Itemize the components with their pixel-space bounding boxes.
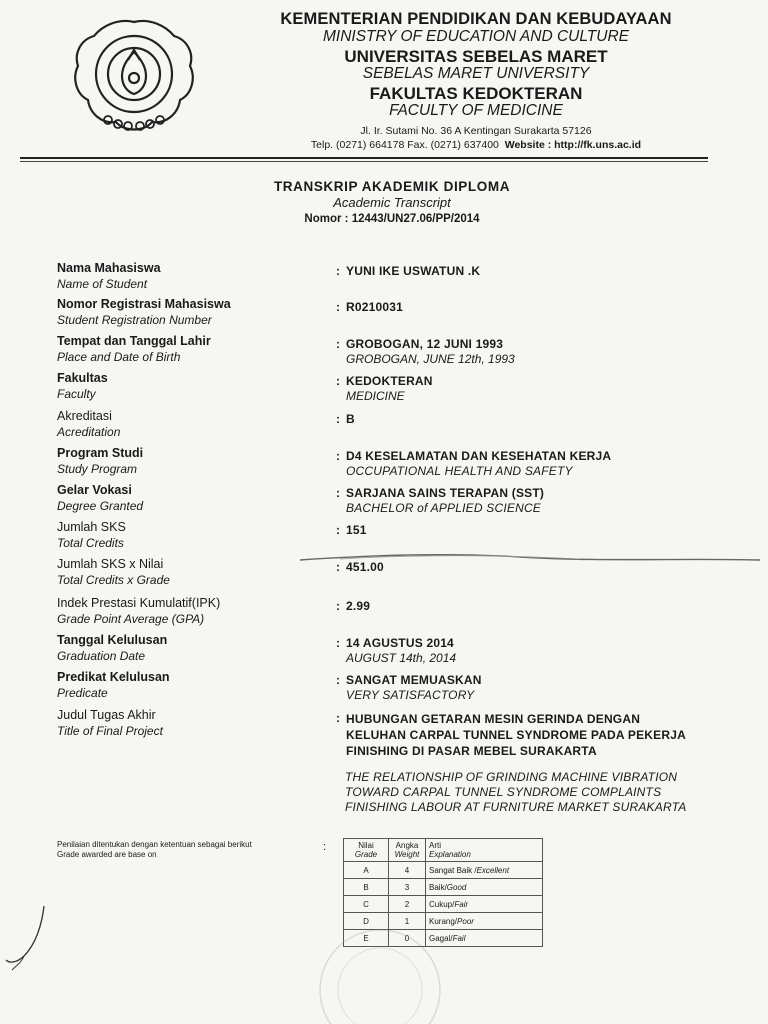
university-logo-icon xyxy=(70,16,198,136)
field-value: D4 KESELAMATAN DAN KESEHATAN KERJA xyxy=(346,449,612,463)
title-main: TRANSKRIP AKADEMIK DIPLOMA xyxy=(273,179,511,194)
header-divider xyxy=(20,157,708,159)
faculty-name-en: FACULTY OF MEDICINE xyxy=(389,102,563,119)
field-value-en: BACHELOR of APPLIED SCIENCE xyxy=(346,501,542,515)
field-value: SARJANA SAINS TERAPAN (SST) xyxy=(346,486,545,500)
university-name: UNIVERSITAS SEBELAS MARET xyxy=(344,47,608,66)
header-weight: Angka Weight xyxy=(389,839,426,862)
field-value: B xyxy=(346,412,355,426)
field-value: 151 xyxy=(346,523,367,537)
field-value: R0210031 xyxy=(346,300,403,314)
grading-note-en: Grade awarded are base on xyxy=(57,850,157,859)
grade-cell: E xyxy=(344,930,389,947)
letterhead xyxy=(236,10,716,152)
ministry-name-en: MINISTRY OF EDUCATION AND CULTURE xyxy=(322,28,629,45)
field-label-en: Student Registration Number xyxy=(57,313,212,327)
document-title xyxy=(0,178,768,227)
field-value-en: MEDICINE xyxy=(346,389,405,403)
field-value-en: GROBOGAN, JUNE 12th, 1993 xyxy=(346,352,515,366)
contact-line xyxy=(236,138,716,152)
field-label-en: Acreditation xyxy=(57,425,121,439)
grade-cell: D xyxy=(344,913,389,930)
header-grade: Nilai Grade xyxy=(344,839,389,862)
ministry-name: KEMENTERIAN PENDIDIKAN DAN KEBUDAYAAN xyxy=(280,10,672,28)
field-value-en: OCCUPATIONAL HEALTH AND SAFETY xyxy=(346,464,573,478)
field-label: Program Studi xyxy=(57,446,144,460)
field-label: Tanggal Kelulusan xyxy=(57,633,168,647)
field-value-en: AUGUST 14th, 2014 xyxy=(346,651,457,665)
grade-cell: A xyxy=(344,862,389,879)
table-row xyxy=(344,879,543,896)
field-label: Fakultas xyxy=(57,371,108,385)
field-label: Gelar Vokasi xyxy=(57,483,132,497)
address: Jl. Ir. Sutami No. 36 A Kentingan Surakarta 57126 xyxy=(360,125,592,137)
university-name-en: SEBELAS MARET UNIVERSITY xyxy=(362,65,590,82)
final-project-title-en: THE RELATIONSHIP OF GRINDING MACHINE VIBRATION TOWARD CARPAL TUNNEL SYNDROME COMPLAINTS FINISHING LABOUR AT FURNITURE MARKET SURAKARTA xyxy=(345,770,687,814)
explanation-cell: Cukup/Fair xyxy=(426,896,543,913)
signature-mark-icon xyxy=(2,904,62,974)
field-label: Nomor Registrasi Mahasiswa xyxy=(57,297,231,311)
field-label-en: Degree Granted xyxy=(57,499,144,513)
field-label: Jumlah SKS xyxy=(57,520,126,534)
field-label: Predikat Kelulusan xyxy=(57,670,170,684)
weight-cell: 4 xyxy=(389,862,426,879)
field-value: 14 AGUSTUS 2014 xyxy=(346,636,454,650)
explanation-cell: Baik/Good xyxy=(426,879,543,896)
field-label-en: Faculty xyxy=(57,387,96,401)
document-number: Nomor : 12443/UN27.06/PP/2014 xyxy=(304,213,480,225)
field-value: 2.99 xyxy=(346,599,371,613)
weight-cell: 0 xyxy=(389,930,426,947)
field-value-en: VERY SATISFACTORY xyxy=(346,688,475,702)
faculty-name: FAKULTAS KEDOKTERAN xyxy=(369,84,583,103)
grading-colon: : xyxy=(323,841,327,853)
field-value: HUBUNGAN GETARAN MESIN GERINDA DENGAN KELUHAN CARPAL TUNNEL SYNDROME PADA PEKERJA FINISHING DI PASAR MEBEL SURAKARTA xyxy=(346,712,686,758)
weight-cell: 1 xyxy=(389,913,426,930)
field-label-en: Study Program xyxy=(57,462,138,476)
field-value: GROBOGAN, 12 JUNI 1993 xyxy=(346,337,504,351)
field-label: Jumlah SKS x Nilai xyxy=(57,557,164,571)
weight-cell: 3 xyxy=(389,879,426,896)
website: Website : http://fk.uns.ac.id xyxy=(504,139,642,151)
field-value: KEDOKTERAN xyxy=(346,374,433,388)
grading-note xyxy=(57,840,297,860)
explanation-cell: Sangat Baik /Excellent xyxy=(426,862,543,879)
transcript-page: KEMENTERIAN PENDIDIKAN DAN KEBUDAYAAN MINISTRY OF EDUCATION AND CULTURE UNIVERSITAS SEBELAS MARET SEBELAS MARET UNIVERSITY FAKULTAS KEDOKTERAN FACULTY OF MEDICINE Jl. Ir. Sutami No. 36 A Kentingan Surakarta 57126 Telp. (0271) 664178 Fax. (0271) 637400 Website : http://fk.uns.ac.id TRANSKRIP AKADEMIK DIPLOMA Academic Transcript Nomor : 12443/UN27.06/PP/2014 Nama Mahasiswa Name of Student : YUNI IKE USWATUN .K Nomor Registrasi Mahasiswa Student Registration Number : R0210031 Tempat dan Tanggal Lahir Place and Date of Birth : GROBOGAN, 12 JUNI 1993 GROBOGAN, JUNE 12th, 1993 Fakultas Faculty : KEDOKTERAN MEDICINE Akreditasi Acreditation : B Program Studi Study Program : D4 KESELAMATAN DAN KESEHATAN KERJA OCCUPATIONAL HEALTH AND SAFETY Gelar Vokasi Degree Granted : SARJANA SAINS TERAPAN (SST) BACHELOR of APPLIED SCIENCE Jumlah SKS Total Credits : 151 Jumlah SKS x Nilai Total Credits x Grade : 451.00 Indek Prestasi Kumulatif(IPK) Grade Point Average (GPA) : 2.99 Tanggal Kelulusan Graduation Date : 14 AGUSTUS 2014 AUGUST 14th, 2014 Predikat Kelulusan Predicate : SANGAT MEMUASKAN VERY SATISFACTORY Judul Tugas Akhir Title of Final Project : HUBUNGAN GETARAN MESIN GERINDA DENGAN KELUHAN CARPAL TUNNEL SYNDROME PADA PEKERJA FINISHING DI PASAR MEBEL SURAKARTA THE RELATIONSHIP OF GRINDING MACHINE VIBRATION TOWARD CARPAL TUNNEL SYNDROME COMPLAINTS FINISHING LABOUR AT FURNITURE MARKET SURAKARTA Penilaian ditentukan dengan ketentuan sebagai berikut Grade awarded are base on : Nilai Grade Angka Weight Arti Explanation A 4 Sangat Baik /Excellent B 3 Baik/Good C 2 Cukup/Fair D 1 Kurang/Poor E 0 Gagal/Fail xyxy=(0,0,768,1024)
faint-stamp-icon xyxy=(300,900,460,1024)
field-label-en: Predicate xyxy=(57,686,108,700)
field-label-en: Place and Date of Birth xyxy=(57,350,181,364)
field-label-en: Title of Final Project xyxy=(57,724,163,738)
field-label: Judul Tugas Akhir xyxy=(57,708,156,722)
field-label-en: Name of Student xyxy=(57,277,148,291)
field-label: Nama Mahasiswa xyxy=(57,261,161,275)
field-label-en: Graduation Date xyxy=(57,649,146,663)
weight-cell: 2 xyxy=(389,896,426,913)
field-value: YUNI IKE USWATUN .K xyxy=(346,264,481,278)
grading-note-id: Penilaian ditentukan dengan ketentuan sebagai berikut xyxy=(57,840,252,849)
field-label: Akreditasi xyxy=(57,409,112,423)
grade-cell: B xyxy=(344,879,389,896)
table-row xyxy=(344,862,543,879)
grade-cell: C xyxy=(344,896,389,913)
table-header-row xyxy=(344,839,543,862)
field-label: Tempat dan Tanggal Lahir xyxy=(57,334,211,348)
field-label-en: Total Credits xyxy=(57,536,124,550)
header-explanation: Arti Explanation xyxy=(426,839,543,862)
explanation-cell: Kurang/Poor xyxy=(426,913,543,930)
field-label-en: Total Credits x Grade xyxy=(57,573,170,587)
phone-fax: Telp. (0271) 664178 Fax. (0271) 637400 xyxy=(310,139,499,151)
explanation-cell: Gagal/Fail xyxy=(426,930,543,947)
field-value: 451.00 xyxy=(346,560,384,574)
field-value: SANGAT MEMUASKAN xyxy=(346,673,482,687)
field-label-en: Grade Point Average (GPA) xyxy=(57,612,205,626)
header-divider-thin xyxy=(20,161,708,162)
field-label: Indek Prestasi Kumulatif(IPK) xyxy=(57,596,221,610)
title-sub: Academic Transcript xyxy=(333,195,451,210)
